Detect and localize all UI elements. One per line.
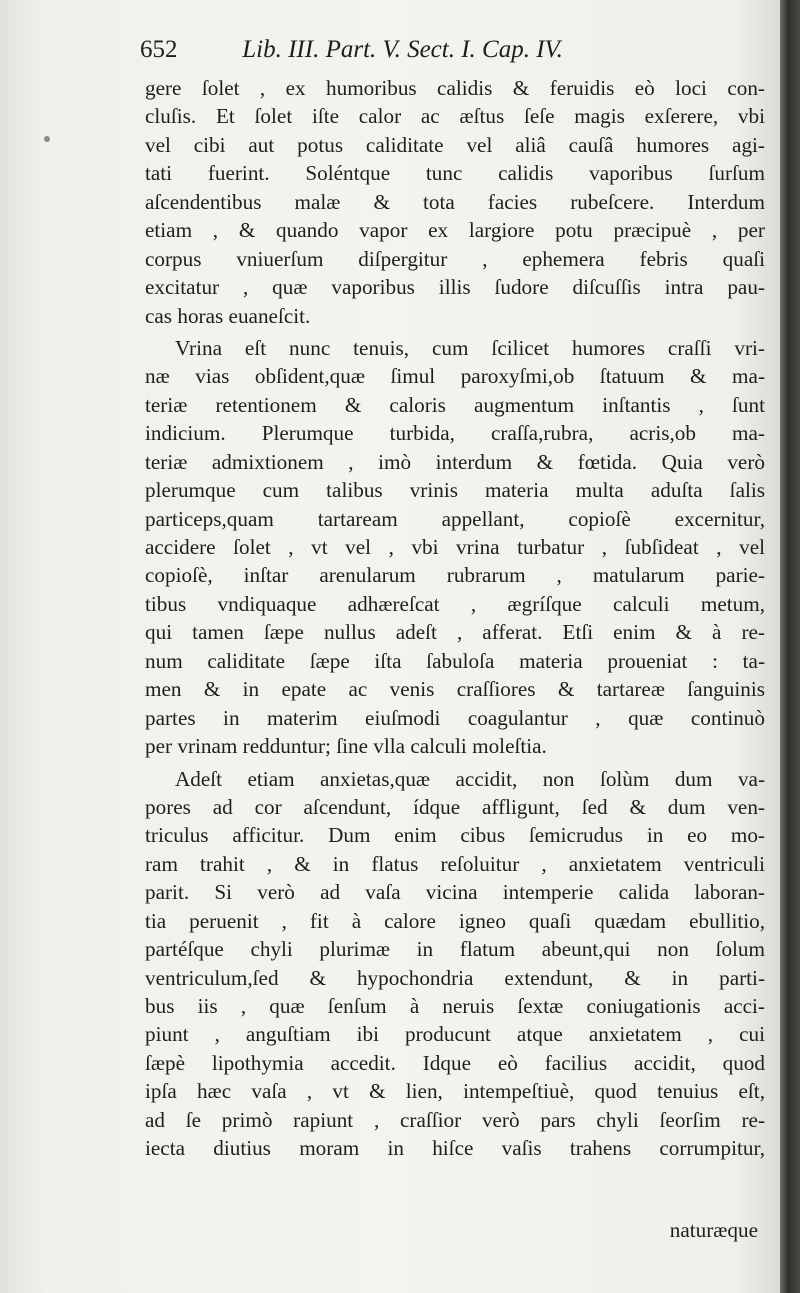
page-number: 652 — [140, 36, 178, 63]
text-line: tia peruenit , fit à calore igneo quaſi quædam ebullitio, — [145, 908, 765, 933]
text-line: ventriculum,ſed & hypochondria extendunt, & in parti- — [145, 965, 765, 990]
text-line: cluſis. Et ſolet iſte calor ac æſtus ſeſe magis exſerere, vbi — [145, 104, 765, 129]
text-line: qui tamen ſæpe nullus adeſt , afferat. Etſi enim & à re- — [145, 620, 765, 645]
text-line: men & in epate ac venis craſſiores & tartareæ ſanguinis — [145, 677, 765, 702]
running-title: Lib. III. Part. V. Sect. I. Cap. IV. — [242, 36, 563, 63]
body-text — [145, 74, 765, 1163]
text-line: bus iis , quæ ſenſum à neruis ſextæ coniugationis acci- — [145, 994, 765, 1018]
text-line: parit. Si verò ad vaſa vicina intemperie calida laboran- — [145, 880, 765, 905]
text-line: triculus afficitur. Dum enim cibus ſemicrudus in eo mo- — [145, 823, 765, 848]
text-line: per vrinam redduntur; ſine vlla calculi moleſtia. — [145, 734, 547, 759]
text-line: num caliditate ſæpe iſta ſabuloſa materia proueniat : ta- — [145, 648, 765, 673]
text-line: teriæ admixtionem , imò interdum & fœtida. Quia verò — [145, 449, 765, 474]
text-line: aſcendentibus malæ & tota facies rubeſcere. Interdum — [145, 189, 765, 214]
text-line: tati fuerint. Soléntque tunc calidis vaporibus ſurſum — [145, 161, 765, 186]
margin-speck — [44, 136, 50, 142]
text-line: ram trahit , & in flatus reſoluitur , anxietatem ventriculi — [145, 851, 765, 876]
text-line: plerumque cum talibus vrinis materia multa aduſta ſalis — [145, 478, 765, 503]
text-line: indicium. Plerumque turbida, craſſa,rubra, acris,ob ma- — [145, 421, 765, 446]
text-line: iecta diutius moram in hiſce vaſis trahens corrumpitur, — [145, 1136, 765, 1161]
text-line: corpus vniuerſum diſpergitur , ephemera febris quaſi — [145, 246, 765, 271]
text-line: partéſque chyli plurimæ in flatum abeunt,qui non ſolum — [145, 937, 765, 962]
text-line: particeps,quam tartaream appellant, copioſè excernitur, — [145, 506, 765, 531]
text-line: pores ad cor aſcendunt, ídque affligunt, ſed & dum ven- — [145, 794, 765, 819]
text-line: vel cibi aut potus caliditate vel aliâ cauſâ humores agi- — [145, 132, 765, 157]
text-line: ſæpè lipothymia accedit. Idque eò facilius accidit, quod — [145, 1050, 765, 1075]
page-header — [140, 36, 760, 76]
page-edge-shadow — [780, 0, 800, 1293]
text-line: gere ſolet , ex humoribus calidis & feruidis eò loci con- — [145, 76, 765, 100]
text-line: excitatur , quæ vaporibus illis ſudore diſcuſſis intra pau- — [145, 275, 765, 300]
text-line: partes in materim eiuſmodi coagulantur , quæ continuò — [145, 705, 765, 730]
text-line: ad ſe primò rapiunt , craſſior verò pars chyli ſeorſim re- — [145, 1107, 765, 1132]
text-line: næ vias obſident,quæ ſimul paroxyſmi,ob ſtatuum & ma- — [145, 364, 765, 389]
text-line: cas horas euaneſcit. — [145, 303, 311, 328]
text-line: ipſa hæc vaſa , vt & lien, intempeſtiuè, quod tenuius eſt, — [145, 1079, 765, 1104]
text-line: piunt , anguſtiam ibi producunt atque anxietatem , cui — [145, 1022, 765, 1047]
text-line: accidere ſolet , vt vel , vbi vrina turbatur , ſubſideat , vel — [145, 535, 765, 559]
text-line: copioſè, inſtar arenularum rubrarum , matularum parie- — [145, 563, 765, 588]
text-line: etiam , & quando vapor ex largiore potu præcipuè , per — [145, 218, 765, 243]
catchword: naturæque — [669, 1218, 758, 1242]
text-line: Vrina eſt nunc tenuis, cum ſcilicet humores craſſi vri- — [175, 335, 765, 360]
text-line: tibus vndiquaque adhæreſcat , ægríſque calculi metum, — [145, 591, 765, 616]
text-line: teriæ retentionem & caloris augmentum inſtantis , ſunt — [145, 392, 765, 417]
text-line: Adeſt etiam anxietas,quæ accidit, non ſolùm dum va- — [175, 766, 765, 791]
